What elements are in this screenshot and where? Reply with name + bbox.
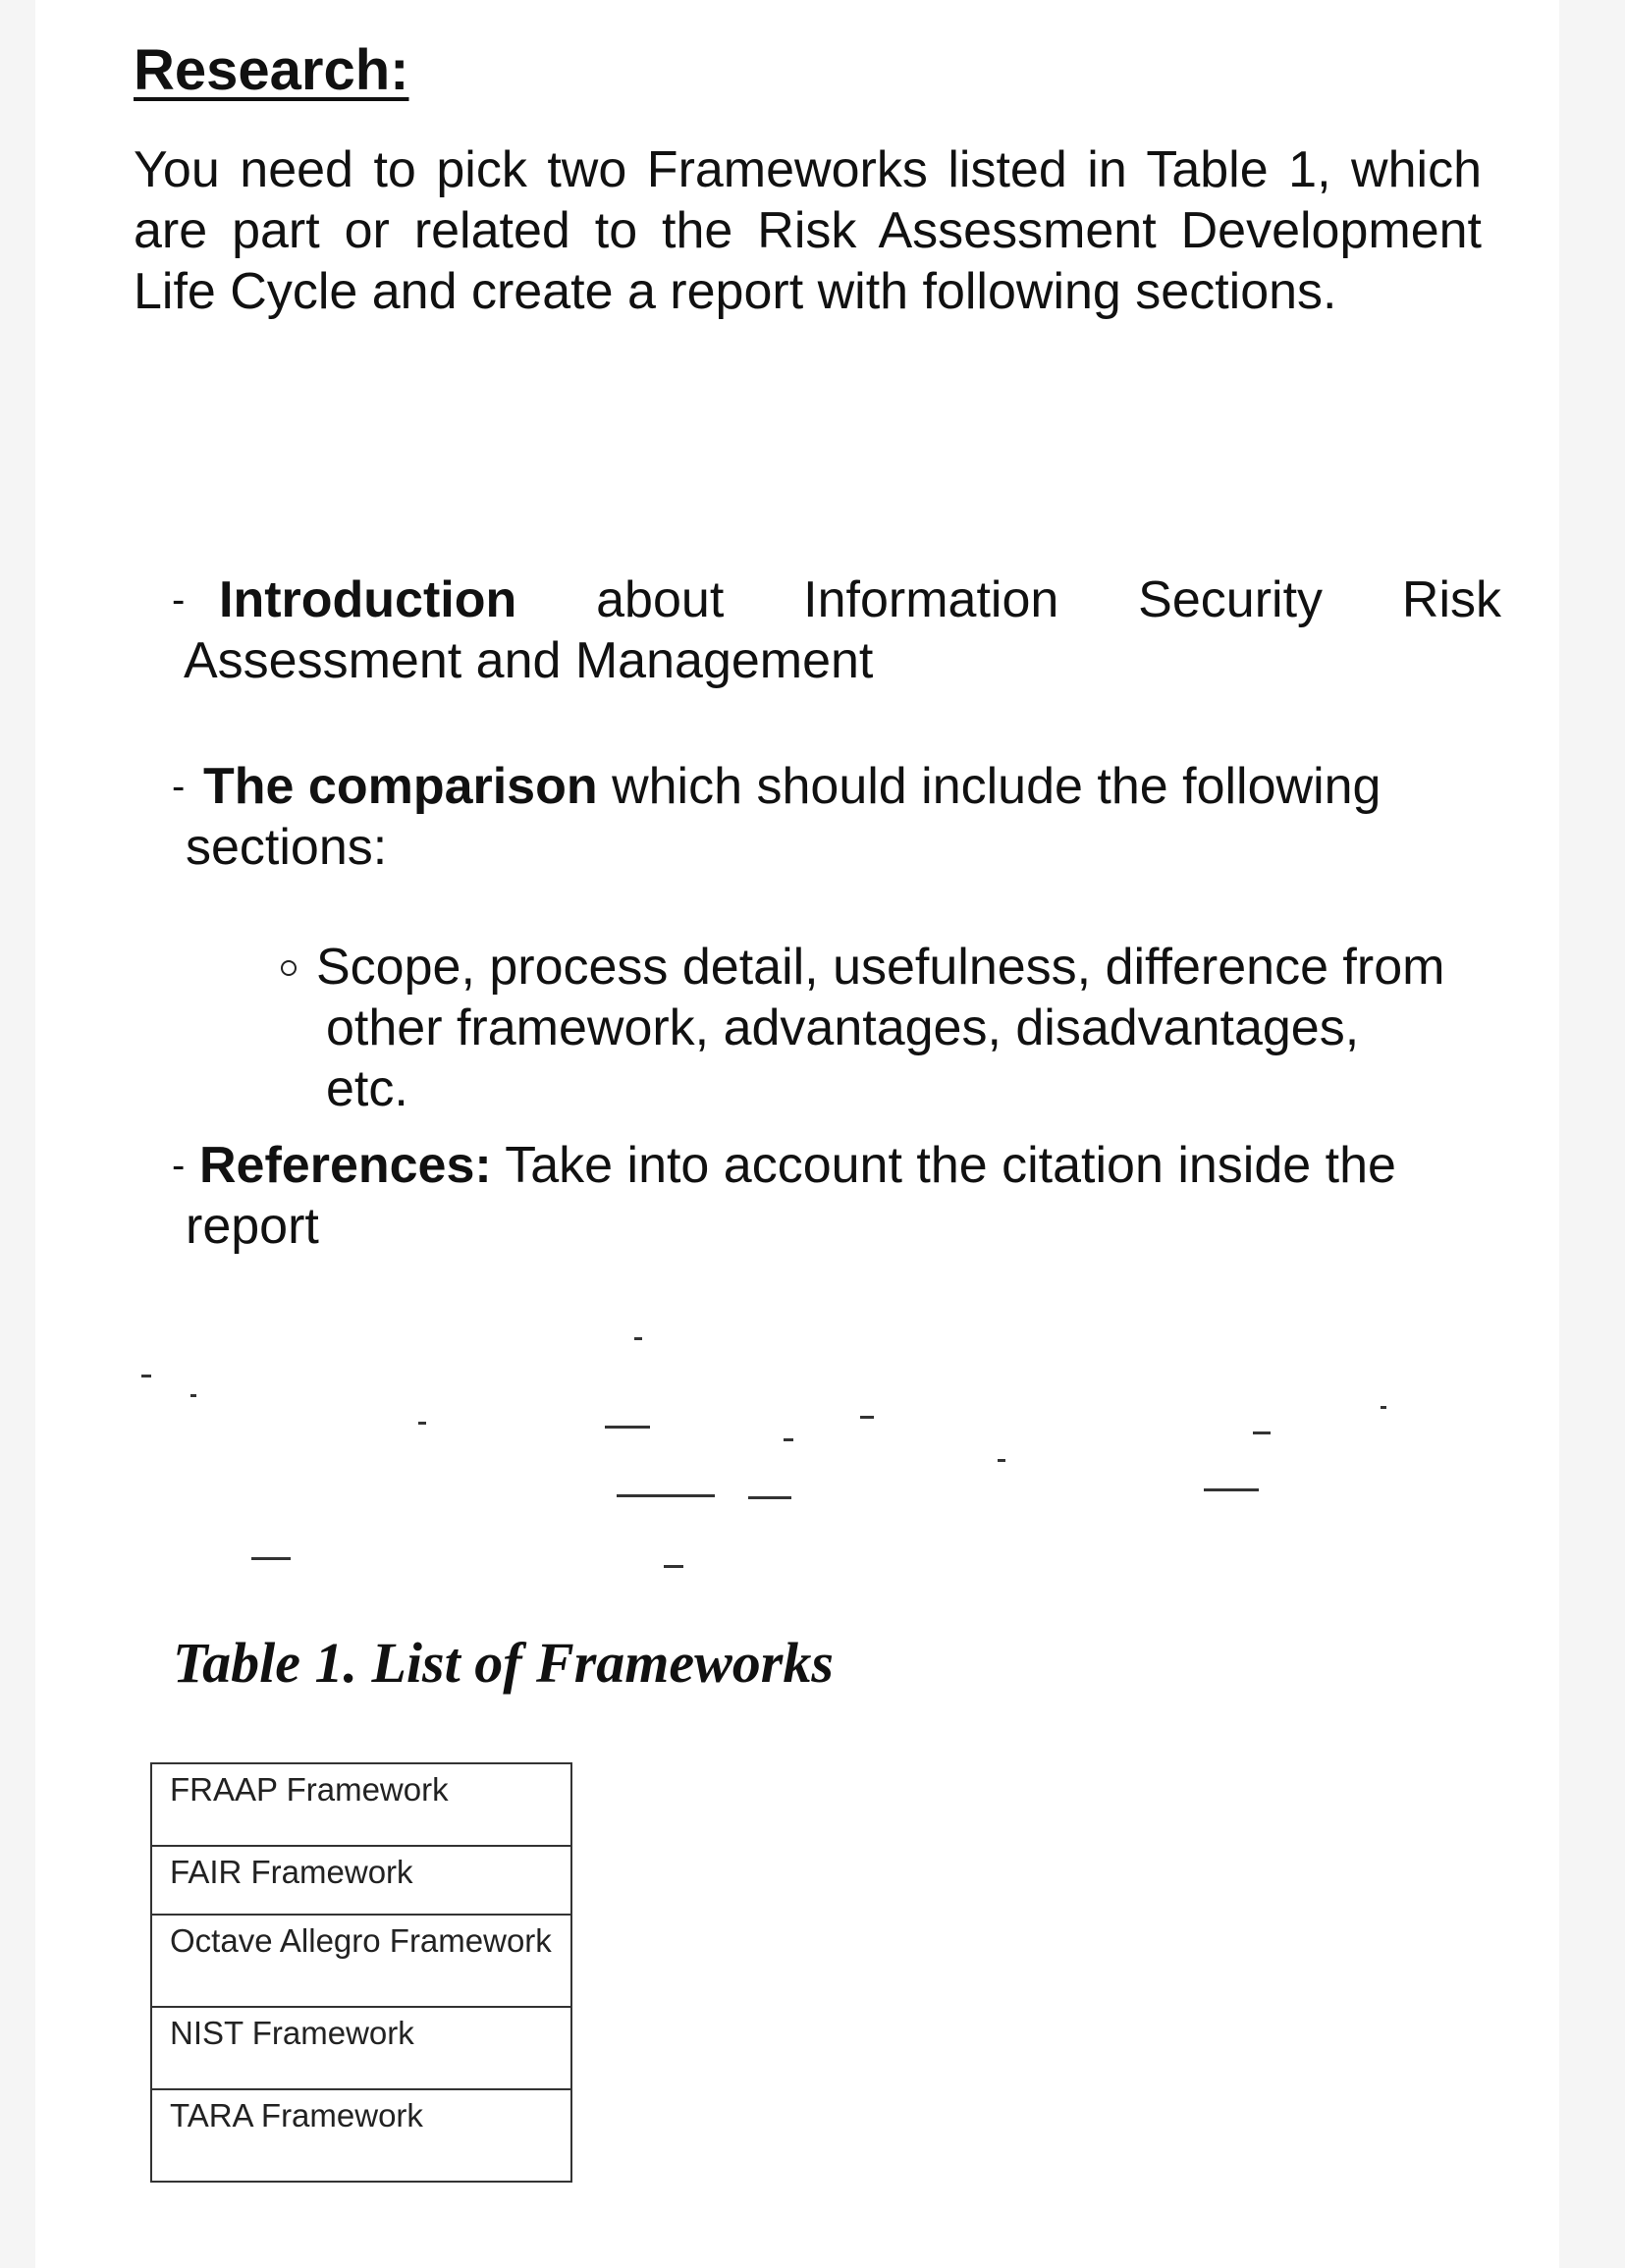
introduction-word-3: Security — [1138, 571, 1324, 628]
framework-cell: Octave Allegro Framework — [151, 1915, 571, 2007]
circle-bullet-icon — [281, 960, 297, 976]
bullet-dash: - — [172, 765, 186, 808]
intro-paragraph: You need to pick two Frameworks listed in Table 1, which are part or related to the Risk Assessment Development Life Cycle and create a report with following sections. — [134, 141, 1482, 320]
framework-cell: TARA Framework — [151, 2089, 571, 2182]
bullet-introduction — [172, 569, 1501, 691]
comparison-bold: The comparison — [203, 758, 598, 815]
table-row — [151, 2089, 571, 2182]
references-bold: References: — [199, 1137, 492, 1194]
sub-item-line-1: Scope, process detail, usefulness, difference from — [316, 939, 1445, 996]
comparison-rest: which should include the following — [597, 758, 1381, 815]
comparison-line-2: sections: — [186, 819, 388, 876]
bullet-dash: - — [172, 578, 186, 621]
table-row — [151, 1846, 571, 1915]
sub-item-line-3: etc. — [326, 1060, 408, 1117]
introduction-bold: Introduction — [219, 571, 517, 628]
bullet-comparison — [172, 756, 1501, 878]
introduction-word-2: Information — [803, 571, 1059, 628]
framework-cell: FRAAP Framework — [151, 1763, 571, 1846]
introduction-line-2: Assessment and Management — [184, 632, 874, 689]
framework-cell: FAIR Framework — [151, 1846, 571, 1915]
table-row — [151, 2007, 571, 2089]
references-rest: Take into account the citation inside the — [491, 1137, 1396, 1194]
introduction-word-1: about — [596, 571, 725, 628]
references-line-2: report — [186, 1198, 319, 1255]
introduction-word-4: Risk — [1401, 571, 1501, 628]
sub-bullet-item — [281, 937, 1489, 1119]
bullet-references — [172, 1135, 1501, 1257]
sub-item-line-2: other framework, advantages, disadvantages, — [326, 999, 1360, 1056]
frameworks-table — [150, 1762, 572, 2183]
table-row — [151, 1915, 571, 2007]
framework-cell: NIST Framework — [151, 2007, 571, 2089]
page-heading: Research: — [134, 38, 409, 102]
document-page — [35, 0, 1559, 2268]
bullet-dash: - — [172, 1144, 186, 1187]
table-caption: Table 1. List of Frameworks — [173, 1631, 834, 1695]
table-row — [151, 1763, 571, 1846]
